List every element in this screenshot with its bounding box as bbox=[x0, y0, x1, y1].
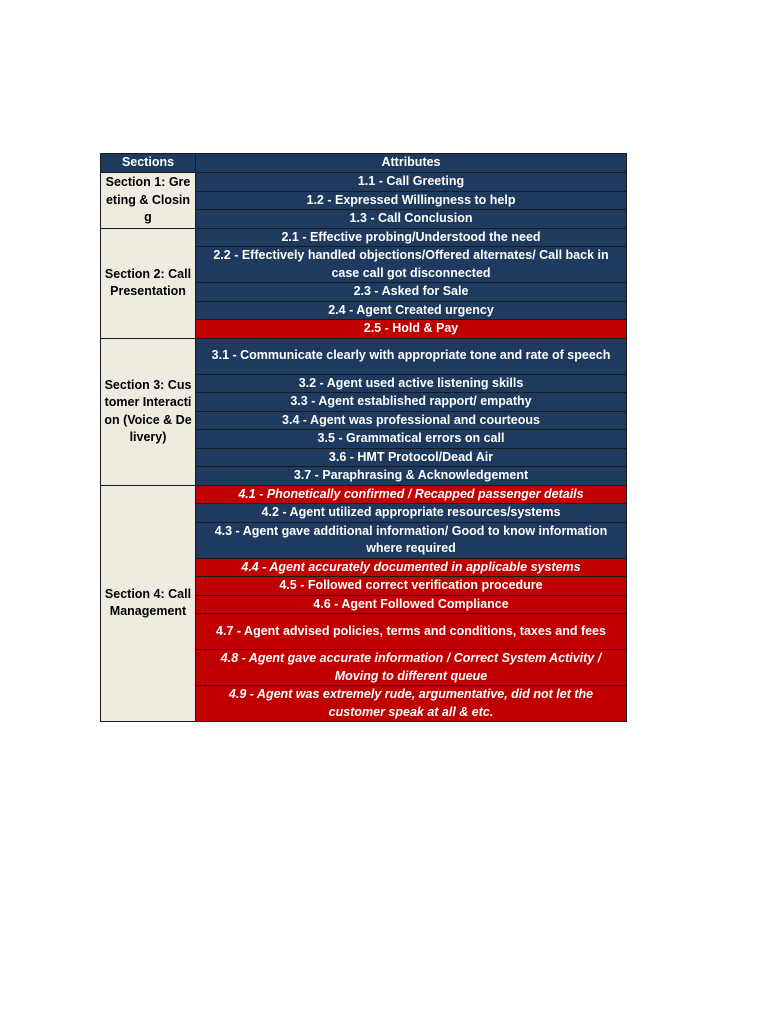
table-row bbox=[101, 228, 627, 247]
attribute-cell: 2.4 - Agent Created urgency bbox=[196, 301, 627, 320]
section-4-label: Section 4: Call Management bbox=[101, 485, 196, 722]
attribute-cell: 1.1 - Call Greeting bbox=[196, 173, 627, 192]
attribute-cell: 1.3 - Call Conclusion bbox=[196, 210, 627, 229]
attribute-cell: 2.1 - Effective probing/Understood the need bbox=[196, 228, 627, 247]
critical-attribute-cell: 4.7 - Agent advised policies, terms and conditions, taxes and fees bbox=[196, 614, 627, 650]
attribute-cell: 3.2 - Agent used active listening skills bbox=[196, 374, 627, 393]
attribute-cell: 1.2 - Expressed Willingness to help bbox=[196, 191, 627, 210]
section-1-label: Section 1: Greeting & Closing bbox=[101, 173, 196, 229]
critical-attribute-cell: 4.8 - Agent gave accurate information / Correct System Activity / Moving to different queue bbox=[196, 650, 627, 686]
critical-attribute-cell: 2.5 - Hold & Pay bbox=[196, 320, 627, 339]
section-2-label: Section 2: Call Presentation bbox=[101, 228, 196, 338]
attribute-cell: 3.5 - Grammatical errors on call bbox=[196, 430, 627, 449]
table-row bbox=[101, 173, 627, 192]
table-header-row bbox=[101, 154, 627, 173]
critical-attribute-cell: 4.5 - Followed correct verification procedure bbox=[196, 577, 627, 596]
critical-attribute-cell: 4.6 - Agent Followed Compliance bbox=[196, 595, 627, 614]
critical-attribute-cell: 4.9 - Agent was extremely rude, argumentative, did not let the customer speak at all & etc. bbox=[196, 686, 627, 722]
section-3-label: Section 3: Customer Interaction (Voice & Delivery) bbox=[101, 338, 196, 485]
attribute-cell: 3.1 - Communicate clearly with appropriate tone and rate of speech bbox=[196, 338, 627, 374]
table-row bbox=[101, 485, 627, 504]
table-row bbox=[101, 338, 627, 374]
evaluation-attributes-table bbox=[100, 153, 627, 722]
attribute-cell: 3.6 - HMT Protocol/Dead Air bbox=[196, 448, 627, 467]
sections-header: Sections bbox=[101, 154, 196, 173]
attribute-cell: 4.2 - Agent utilized appropriate resources/systems bbox=[196, 504, 627, 523]
critical-attribute-cell: 4.1 - Phonetically confirmed / Recapped passenger details bbox=[196, 485, 627, 504]
attribute-cell: 4.3 - Agent gave additional information/ Good to know information where required bbox=[196, 522, 627, 558]
critical-attribute-cell: 4.4 - Agent accurately documented in applicable systems bbox=[196, 558, 627, 577]
attribute-cell: 3.3 - Agent established rapport/ empathy bbox=[196, 393, 627, 412]
attribute-cell: 3.7 - Paraphrasing & Acknowledgement bbox=[196, 467, 627, 486]
attribute-cell: 2.3 - Asked for Sale bbox=[196, 283, 627, 302]
attribute-cell: 3.4 - Agent was professional and courteous bbox=[196, 411, 627, 430]
attribute-cell: 2.2 - Effectively handled objections/Offered alternates/ Call back in case call got disconnected bbox=[196, 247, 627, 283]
attributes-header: Attributes bbox=[196, 154, 627, 173]
